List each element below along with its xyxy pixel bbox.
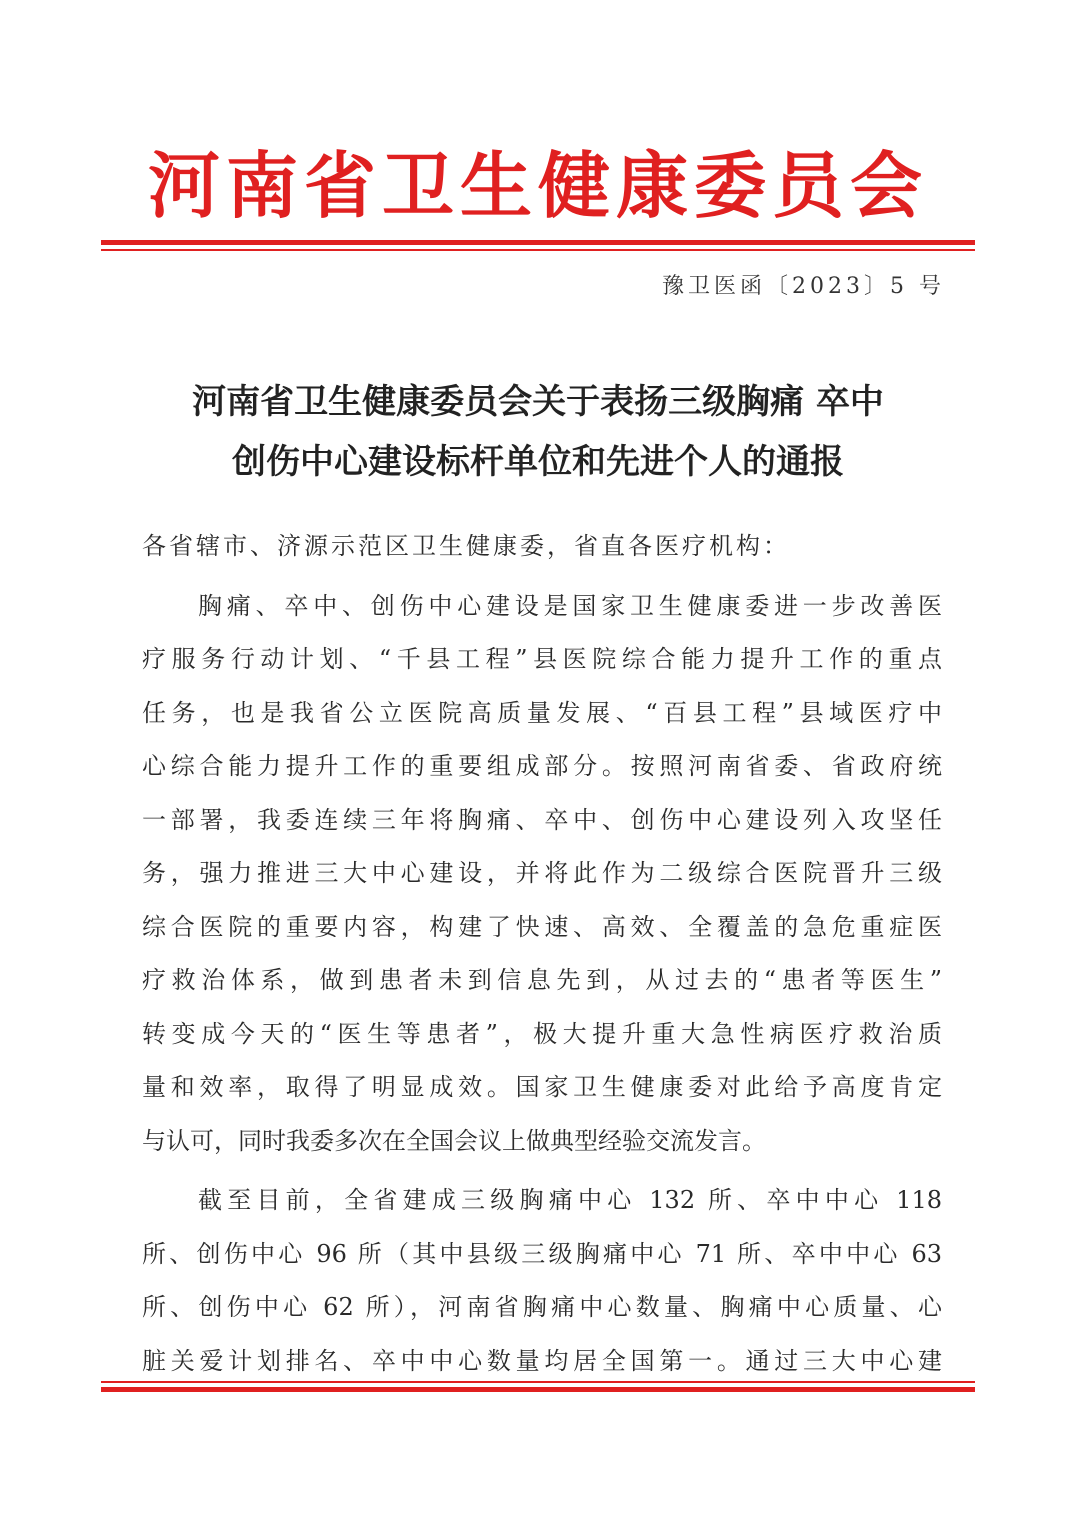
paragraph-line: 转变成今天的“医生等患者”，极大提升重大急性病医疗救治质 (142, 1019, 942, 1048)
paragraph-line: 脏关爱计划排名、卒中中心数量均居全国第一。通过三大中心建 (142, 1346, 942, 1375)
title-line-1: 河南省卫生健康委员会关于表扬三级胸痛 卒中 (192, 382, 884, 422)
document-body (142, 520, 942, 1388)
footer-rule-thick (101, 1387, 975, 1392)
paragraph-line: 任务，也是我省公立医院高质量发展、“百县工程”县域医疗中 (142, 698, 942, 727)
document-title (100, 372, 976, 492)
paragraph-line: 所、创伤中心 96 所（其中县级三级胸痛中心 71 所、卒中中心 63 (142, 1239, 942, 1268)
paragraph-line: 一部署，我委连续三年将胸痛、卒中、创伤中心建设列入攻坚任 (142, 805, 942, 834)
document-number: 豫卫医函〔2023〕5 号 (662, 274, 945, 299)
paragraph-line: 胸痛、卒中、创伤中心建设是国家卫生健康委进一步改善医 (198, 591, 942, 620)
salutation-text: 各省辖市、济源示范区卫生健康委，省直各医疗机构： (142, 532, 790, 560)
paragraph-line: 疗服务行动计划、“千县工程”县医院综合能力提升工作的重点 (142, 645, 942, 673)
footer-rule-thin (101, 1381, 975, 1383)
paragraph-line: 量和效率，取得了明显成效。国家卫生健康委对此给予高度肯定 (142, 1073, 942, 1101)
header-rule-thin (101, 249, 975, 251)
salutation (142, 520, 942, 574)
paragraph-line: 所、创伤中心 62 所），河南省胸痛中心数量、胸痛中心质量、心 (142, 1293, 942, 1321)
paragraph-line: 与认可，同时我委多次在全国会议上做典型经验交流发言。 (142, 1126, 766, 1155)
paragraph-line: 心综合能力提升工作的重要组成部分。按照河南省委、省政府统 (142, 752, 942, 780)
title-line-2: 创伤中心建设标杆单位和先进个人的通报 (232, 442, 844, 482)
header-rule-thick (101, 240, 975, 245)
paragraph-1 (142, 580, 942, 1169)
paragraph-line: 务，强力推进三大中心建设，并将此作为二级综合医院晋升三级 (142, 859, 942, 887)
paragraph-line: 疗救治体系，做到患者未到信息先到，从过去的“患者等医生” (142, 966, 942, 994)
paragraph-2 (142, 1174, 942, 1388)
paragraph-line: 截至目前，全省建成三级胸痛中心 132 所、卒中中心 118 (198, 1186, 942, 1214)
issuer-header: 河南省卫生健康委员会 (147, 144, 928, 228)
paragraph-line: 综合医院的重要内容，构建了快速、高效、全覆盖的急危重症医 (142, 912, 942, 941)
